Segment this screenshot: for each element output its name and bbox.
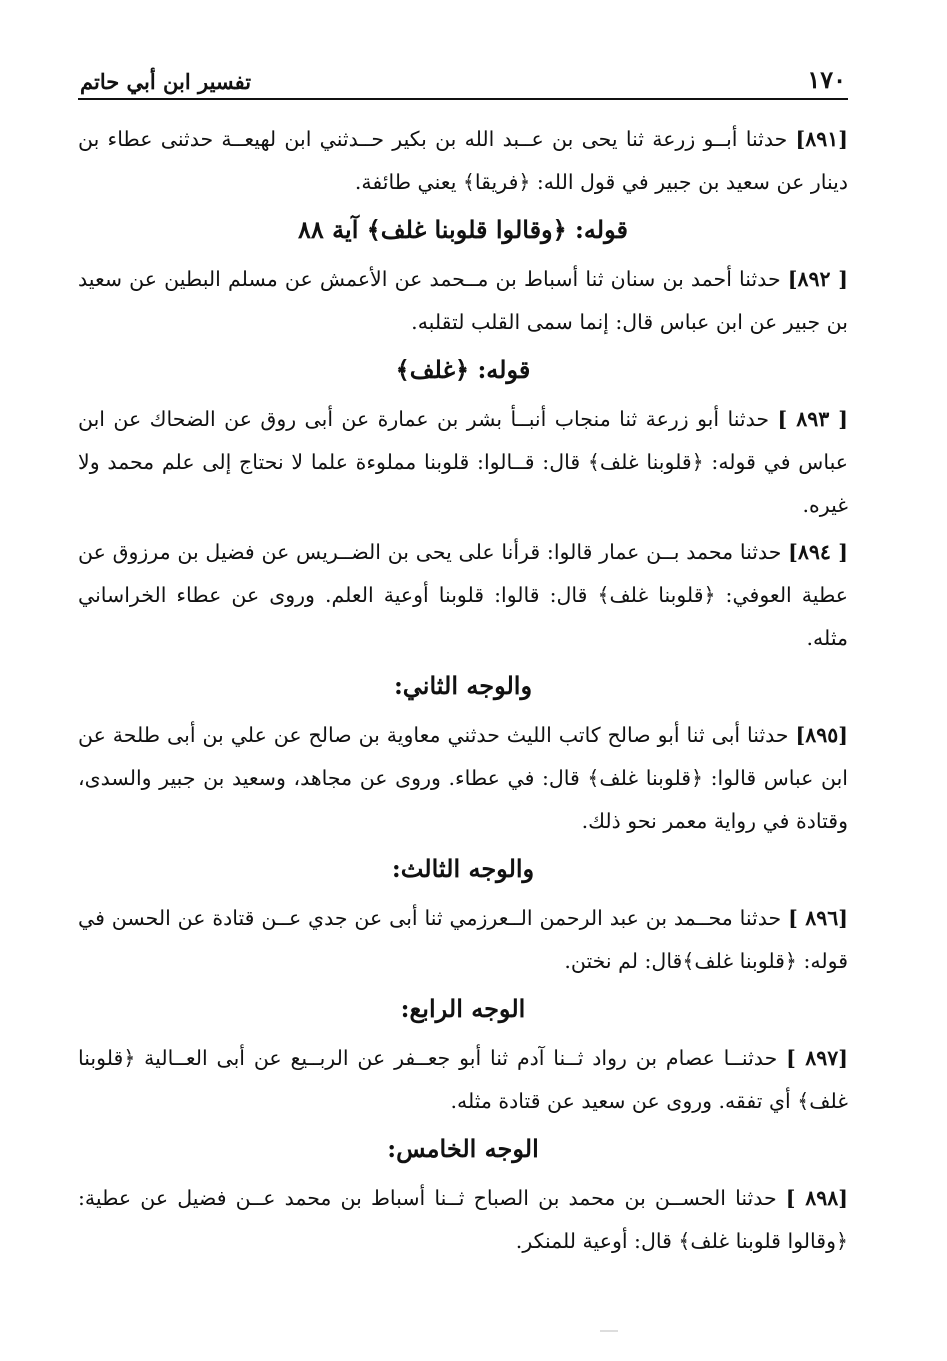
book-page bbox=[78, 52, 848, 1267]
entry-text: حدثنا محــمد بن عبد الرحمن الــعرزمي ثنا أبى عن جدي عــن قتادة عن الحسن في قوله: ﴿قلوبنا غلف﴾قال: لم نختن. bbox=[78, 906, 848, 973]
entry-text: حدثنا أبــو زرعة ثنا يحى بن عــبد الله بن بكير حــدثني ابن لهيعــة حدثنى عطاء بن دينار عن سعيد بن جبير في قول الله: ﴿فريقا﴾ يعني طائفة. bbox=[78, 127, 848, 194]
entry-number: [٨٩٧ ] bbox=[786, 1046, 848, 1070]
hadith-entry-892 bbox=[78, 258, 848, 344]
hadith-entry-898 bbox=[78, 1177, 848, 1263]
entry-number: [٨٩٥] bbox=[795, 723, 848, 747]
section-heading-ghulf: قوله: ﴿غلف﴾ bbox=[395, 355, 531, 384]
section-heading-verse-88: قوله: ﴿وقالوا قلوبنا غلف﴾ آية ٨٨ bbox=[298, 215, 628, 244]
entry-number: [٨٩٨ ] bbox=[785, 1186, 848, 1210]
book-title: تفسير ابن أبي حاتم bbox=[80, 69, 252, 94]
page-content bbox=[78, 118, 848, 1263]
entry-number: [٨٩١] bbox=[795, 127, 848, 151]
section-heading-third-view: والوجه الثالث: bbox=[391, 854, 535, 883]
entry-text: حدثنــا عصام بن رواد ثــنا آدم ثنا أبو جعــفر عن الربــيع عن أبى العــالية ﴿قلوبنا غلف﴾ أي تفقه. وروى عن سعيد عن قتادة مثله. bbox=[78, 1046, 848, 1113]
entry-text: حدثنا أبى ثنا أبو صالح كاتب الليث حدثني معاوية بن صالح عن علي بن أبى طلحة عن ابن عباس قالوا: ﴿قلوبنا غلف﴾ قال: في عطاء. وروى عن مجاهد، وسعيد بن جبير والسدى، وقتادة في رواية معمر نحو ذلك. bbox=[78, 723, 848, 833]
hadith-entry-894 bbox=[78, 531, 848, 660]
scan-speck bbox=[600, 1330, 618, 1332]
entry-number: [ ٨٩٣ ] bbox=[777, 407, 848, 431]
entry-number: [ ٨٩٤] bbox=[788, 540, 848, 564]
hadith-entry-895 bbox=[78, 714, 848, 843]
section-heading-fourth-view: الوجه الرابع: bbox=[400, 994, 526, 1023]
entry-number: [ ٨٩٢] bbox=[787, 267, 848, 291]
hadith-entry-897 bbox=[78, 1037, 848, 1123]
entry-text: حدثنا الحســن بن محمد بن الصباح ثــنا أسباط بن محمد عــن فضيل عن عطية: ﴿وقالوا قلوبنا غلف﴾ قال: أوعية للمنكر. bbox=[78, 1186, 848, 1253]
section-heading-second-view: والوجه الثاني: bbox=[393, 671, 533, 700]
entry-number: [٨٩٦ ] bbox=[788, 906, 848, 930]
section-heading-fifth-view: الوجه الخامس: bbox=[387, 1134, 539, 1163]
running-header bbox=[78, 52, 848, 100]
hadith-entry-896 bbox=[78, 897, 848, 983]
entry-text: حدثنا أحمد بن سنان ثنا أسباط بن مــحمد عن الأعمش عن مسلم البطين عن سعيد بن جبير عن ابن عباس قال: إنما سمى القلب لتقلبه. bbox=[78, 267, 848, 334]
hadith-entry-891 bbox=[78, 118, 848, 204]
hadith-entry-893 bbox=[78, 398, 848, 527]
entry-text: حدثنا أبو زرعة ثنا منجاب أنبــأ بشر بن عمارة عن أبى روق عن الضحاك عن ابن عباس في قوله: ﴿قلوبنا غلف﴾ قال: قــالوا: قلوبنا مملوءة علما لا نحتاج إلى علم محمد ولا غيره. bbox=[78, 407, 848, 517]
page-number: ١٧٠ bbox=[807, 65, 846, 94]
entry-text: حدثنا محمد بــن عمار قالوا: قرأنا على يحى بن الضــريس عن فضيل بن مرزوق عن عطية العوفي: ﴿قلوبنا غلف﴾ قال: قالوا: قلوبنا أوعية العلم. وروى عن عطاء الخراساني مثله. bbox=[78, 540, 848, 650]
